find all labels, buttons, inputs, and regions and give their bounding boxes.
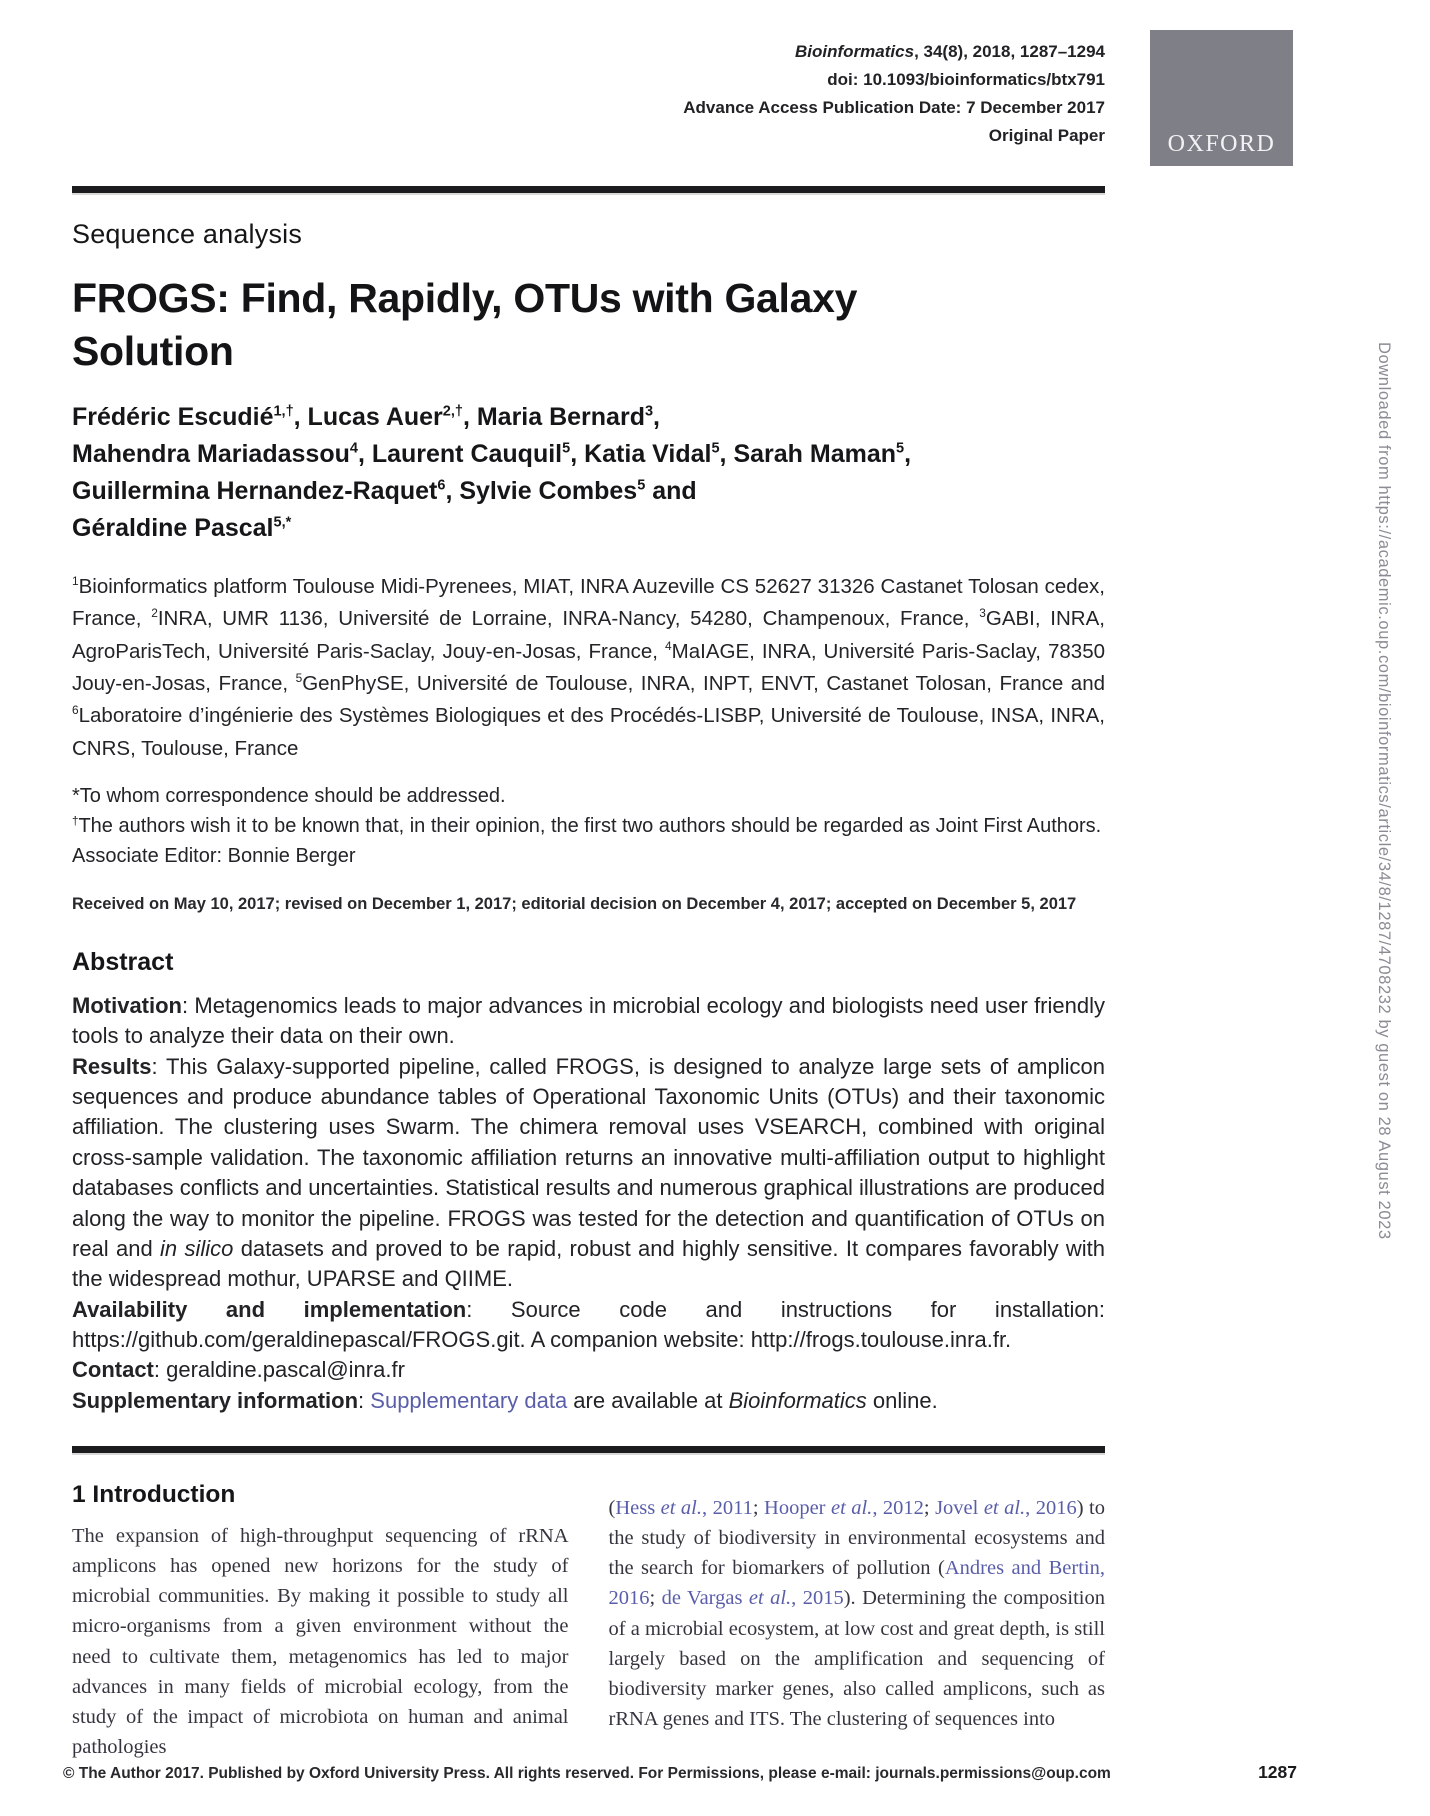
article-title-line1: FROGS: Find, Rapidly, OTUs with Galaxy [72,275,858,322]
advance-access-line: Advance Access Publication Date: 7 December 2017 [683,98,1105,118]
abstract-body [72,991,1105,1416]
author-notes [72,781,1105,871]
abstract-heading: Abstract [72,948,174,977]
download-watermark: Downloaded from https://academic.oup.com/bioinformatics/article/34/8/1287/4708232 by guest on 28 August 2023 [1375,342,1393,1240]
abstract-contact: Contact: geraldine.pascal@inra.fr [72,1357,405,1383]
oxford-logo [1150,30,1293,166]
intro-right-column [609,1453,1106,1762]
author-list [72,399,1105,547]
joint-authors-note: †The authors wish it to be known that, in their opinion, the first two authors should be regarded as Joint First Authors. [72,814,1102,838]
abstract-supplementary: Supplementary information: Supplementary data are available at Bioinformatics online. [72,1387,938,1413]
journal-citation [72,38,1105,66]
abstract-results: Results: This Galaxy-supported pipeline, called FROGS, is designed to analyze large sets of amplicon sequences and produce abundance tables of Operational Taxonomic Units (OTUs) and their taxonomic affiliation. The clustering uses Swarm. The chimera removal uses VSEARCH, combined with original cross-sample validation. The taxonomic affiliation returns an innovative multi-affiliation output to highlight databases conflicts and uncertainties. Statistical results and numerous graphical illustrations are produced along the way to monitor the pipeline. FROGS was tested for the detection and quantification of OTUs on real and in silico datasets and proved to be rapid, robust and highly sensitive. It compares favorably with the widespread mothur, UPARSE and QIIME. [72,1053,1106,1292]
journal-name: Bioinformatics [795,42,915,61]
inline-link[interactable]: Andres and Bertin, 2016 [608,1557,1105,1610]
inline-link[interactable]: Hess [615,1497,661,1520]
abstract-motivation: Motivation: Metagenomics leads to major advances in microbial ecology and biologists need user friendly tools to analyze their data on their own. [72,993,1105,1049]
inline-link[interactable]: et al. [660,1497,702,1520]
page-footer [63,1762,1297,1783]
journal-citation-rest: , 34(8), 2018, 1287–1294 [914,42,1105,61]
author-line: Frédéric Escudié$^{1,\dagger}$, Lucas Auer$^{2,\dagger}$, Maria Bernard$^3$, [72,402,660,431]
top-rule [72,186,1105,193]
inline-link[interactable]: , 2016 [1025,1497,1077,1520]
introduction-columns [72,1453,1105,1762]
inline-link[interactable]: Hooper [764,1497,831,1520]
author-line: Mahendra Mariadassou$^4$, Laurent Cauquil$^5$, Katia Vidal$^5$, Sarah Maman$^5$, [72,439,912,468]
abstract-bottom-rule [72,1446,1105,1453]
copyright-line: © The Author 2017. Published by Oxford University Press. All rights reserved. For Permissions, please e-mail: journals.permissions@oup.com [63,1765,1111,1782]
article-title [72,272,1105,379]
inline-link[interactable]: , 2015 [791,1587,844,1610]
correspondence-note: *To whom correspondence should be addressed. [72,785,506,808]
intro-right-paragraph: (Hess et al., 2011; Hooper et al., 2012; Jovel et al., 2016) to the study of biodiversity in environmental ecosystems and the search for biomarkers of pollution (Andres and Bertin, 2016; de Vargas et al., 2015). Determining the composition of a microbial ecosystem, at low cost and great depth, is still largely based on the amplification and sequencing of biodiversity marker genes, also called amplicons, such as rRNA genes and ITS. The clustering of sequences into [608,1497,1106,1730]
inline-link[interactable]: , 2011 [702,1497,753,1520]
journal-meta [72,38,1105,150]
page-content [72,0,1105,1762]
inline-link[interactable]: Jovel [935,1497,984,1520]
affiliations: $^1$Bioinformatics platform Toulouse Midi-Pyrenees, MIAT, INRA Auzeville CS 52627 31326 Castanet Tolosan cedex, France, $^2$INRA, UMR 1136, Université de Lorraine, INRA-Nancy, 54280, Champenoux, France, $^3$GABI, INRA, AgroParisTech, Université Paris-Saclay, Jouy-en-Josas, France, $^4$MaIAGE, INRA, Université Paris-Saclay, 78350 Jouy-en-Josas, France, $^5$GenPhySE, Université de Toulouse, INRA, INPT, ENVT, Castanet Tolosan, France and $^6$Laboratoire d’ingénierie des Systèmes Biologiques et des Procédés-LISBP, Université de Toulouse, INSA, INRA, CNRS, Toulouse, France [72,573,1105,760]
paper-type-label: Original Paper [988,126,1105,146]
intro-left-column [72,1453,569,1762]
inline-link[interactable]: et al. [983,1497,1026,1520]
inline-link[interactable]: , 2012 [872,1497,924,1520]
article-title-line2: Solution [72,328,234,375]
inline-link[interactable]: et al. [748,1587,792,1610]
doi-line: doi: 10.1093/bioinformatics/btx791 [827,70,1105,90]
introduction-heading: 1 Introduction [72,1481,236,1509]
associate-editor-note: Associate Editor: Bonnie Berger [72,845,356,868]
inline-link[interactable]: de Vargas [661,1587,749,1610]
abstract-availability: Availability and implementation: Source code and instructions for installation: https://github.com/geraldinepascal/FROGS.git. A companion website: http://frogs.toulouse.inra.fr. [72,1296,1105,1352]
inline-link[interactable]: Supplementary data [370,1387,568,1413]
author-line: Géraldine Pascal$^{5,*}$ [72,513,292,542]
page-number: 1287 [1258,1762,1297,1782]
oxford-logo-text: OXFORD [1167,131,1276,157]
intro-left-paragraph: The expansion of high-throughput sequencing of rRNA amplicons has opened new horizons for the study of microbial communities. By making it possible to study all micro-organisms from a given environment without the need to cultivate them, metagenomics has led to major advances in many fields of microbial ecology, from the study of the impact of microbiota on human and animal pathologies [72,1525,569,1758]
received-dates-line: Received on May 10, 2017; revised on December 1, 2017; editorial decision on December 4, 2017; accepted on December 5, 2017 [72,895,1077,914]
inline-link[interactable]: et al. [830,1497,873,1520]
author-line: Guillermina Hernandez-Raquet$^6$, Sylvie Combes$^5$ and [72,476,697,505]
section-label: Sequence analysis [72,219,303,250]
